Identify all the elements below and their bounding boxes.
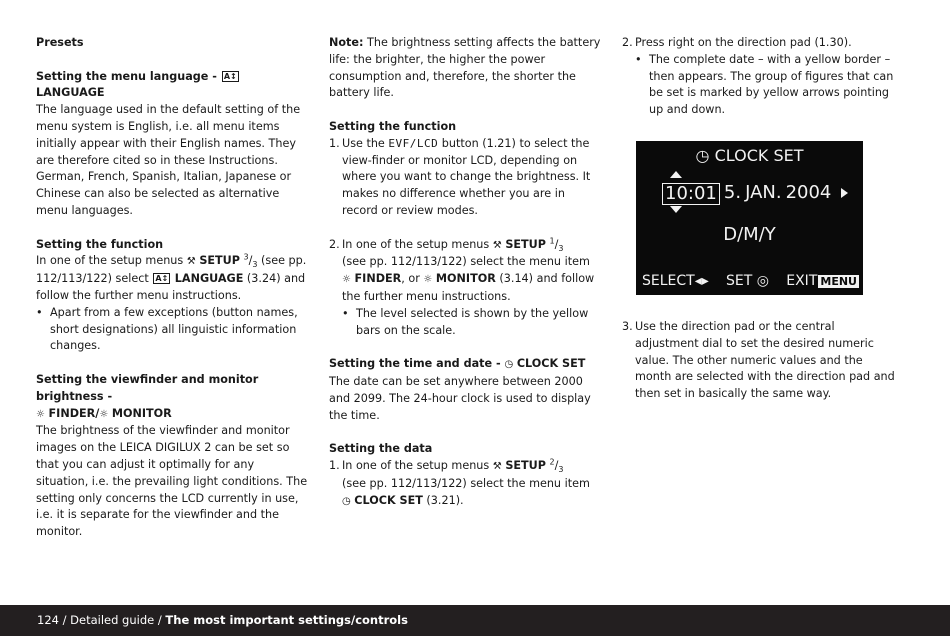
- day-field: 5.: [723, 182, 742, 203]
- time-heading: Setting the time and date - ◷ CLOCK SET: [329, 356, 601, 374]
- footer-text: 124 / Detailed guide / The most important settings/controls: [37, 613, 408, 627]
- language-icon: A↕: [223, 71, 237, 81]
- presets-heading: Presets: [36, 36, 84, 49]
- function-paragraph: In one of the setup menus ⚒ SETUP $^3/_3$ (see pp. 112/113/122) select A↕ LANGUAGE (3.24) and follow the further menu instructions.: [36, 252, 307, 302]
- set-hint: SET ◎: [726, 273, 769, 289]
- time-field: 10:01: [662, 183, 720, 205]
- step-2-right-bullet: • The complete date – with a yellow border – then appears. The group of figures that can be set is marked by yellow arrows pointing up and down.: [635, 52, 894, 117]
- column-right-lower: [622, 319, 900, 403]
- step-2-bullet: • The level selected is shown by the yellow bars on the scale.: [342, 306, 589, 337]
- clock-icon: ◷: [695, 146, 710, 165]
- select-hint: SELECT◂▸: [642, 273, 709, 289]
- viewfinder-paragraph: The brightness of the viewfinder and monitor images on the LEICA DIGILUX 2 can be set so that you can adjust it optimally for any situation, i.e. the prevailing light conditions. The setting only concerns the LCD currently in use, i.e. it is separate for the viewfinder and the monitor.: [36, 424, 308, 539]
- page-number: 124: [37, 613, 59, 627]
- data-heading: Setting the data: [329, 442, 433, 456]
- exit-hint: EXIT MENU: [786, 273, 857, 289]
- column-right: [622, 35, 900, 119]
- language-paragraph-1: The language used in the default setting of the menu system is English, i.e. all menu items initially appear with their English names. They are therefore cited so in these Instructions.: [36, 103, 301, 167]
- up-arrow-icon: [670, 171, 682, 178]
- screen-title: ◷ CLOCK SET: [695, 146, 804, 165]
- setup-wrench-icon: ⚒: [492, 239, 502, 251]
- footer-section: Detailed guide: [70, 613, 155, 627]
- note-paragraph: Note: The brightness setting affects the battery life: the brighter, the higher the power consumption and, therefore, the shorter the battery life.: [329, 36, 601, 100]
- column-middle: [329, 35, 601, 510]
- step-1: 1. Use the EVF/LCD button (1.21) to select the view-finder or monitor LCD, depending on where you want to change the brightness. It makes no difference whether you are in record or review modes.: [329, 136, 591, 217]
- screen-bottom-bar: [642, 273, 859, 290]
- screen-date: [662, 183, 833, 205]
- down-arrow-icon: [670, 206, 682, 213]
- setup-wrench-icon: ⚒: [186, 256, 196, 268]
- month-field: JAN.: [745, 182, 782, 203]
- footer-title: The most important settings/controls: [165, 613, 408, 627]
- left-right-arrows-icon: ◂▸: [694, 273, 709, 289]
- step-3-right: 3. Use the direction pad or the central adjustment dial to set the desired numeric value. The other numeric values and the month are selected with the direction pad and then set in basically the same way.: [622, 320, 895, 401]
- clock-icon: ◷: [342, 495, 351, 507]
- dial-icon: ◎: [756, 273, 769, 289]
- function-heading-2: Setting the function: [329, 119, 457, 133]
- viewfinder-heading: Setting the viewfinder and monitor brightness - ☼ FINDER/☼ MONITOR: [36, 372, 308, 423]
- step-2-right: 2. Press right on the direction pad (1.30).: [622, 36, 852, 49]
- function-heading: Setting the function: [36, 237, 164, 251]
- clock-set-screen: [636, 141, 863, 295]
- brightness-icon: ☼: [423, 274, 433, 286]
- brightness-icon: ☼: [36, 408, 45, 420]
- brightness-icon: ☼: [342, 274, 351, 286]
- time-paragraph: The date can be set anywhere between 2000 and 2099. The 24-hour clock is used to display the time.: [329, 374, 591, 422]
- evf-lcd-label: EVF/LCD: [388, 136, 439, 150]
- brightness-icon: ☼: [99, 408, 109, 420]
- page-footer: [0, 605, 950, 636]
- language-paragraph-2: German, French, Spanish, Italian, Japanese or Chinese can also be selected as alternative menu languages.: [36, 170, 292, 217]
- column-left: [36, 35, 308, 541]
- date-format: D/M/Y: [723, 224, 776, 245]
- year-field: 2004: [785, 182, 832, 203]
- data-step-1: 1. In one of the setup menus ⚒ SETUP $^2/_3$ (see pp. 112/113/122) select the menu item ◷ CLOCK SET (3.21).: [329, 458, 601, 510]
- language-icon: A↕: [155, 274, 169, 284]
- menu-badge: MENU: [820, 275, 857, 288]
- setup-wrench-icon: ⚒: [492, 460, 502, 472]
- language-heading: Setting the menu language - A↕ LANGUAGE: [36, 69, 237, 100]
- step-2: 2. In one of the setup menus ⚒ SETUP $^1/_3$ (see pp. 112/113/122) select the menu item ☼ FINDER, or ☼ MONITOR (3.14) and follow the further menu instructions.: [329, 235, 595, 303]
- function-bullet: • Apart from a few exceptions (button names, short designations) all linguistic information changes.: [36, 305, 298, 353]
- clock-icon: ◷: [504, 359, 514, 371]
- right-arrow-icon: [841, 188, 848, 198]
